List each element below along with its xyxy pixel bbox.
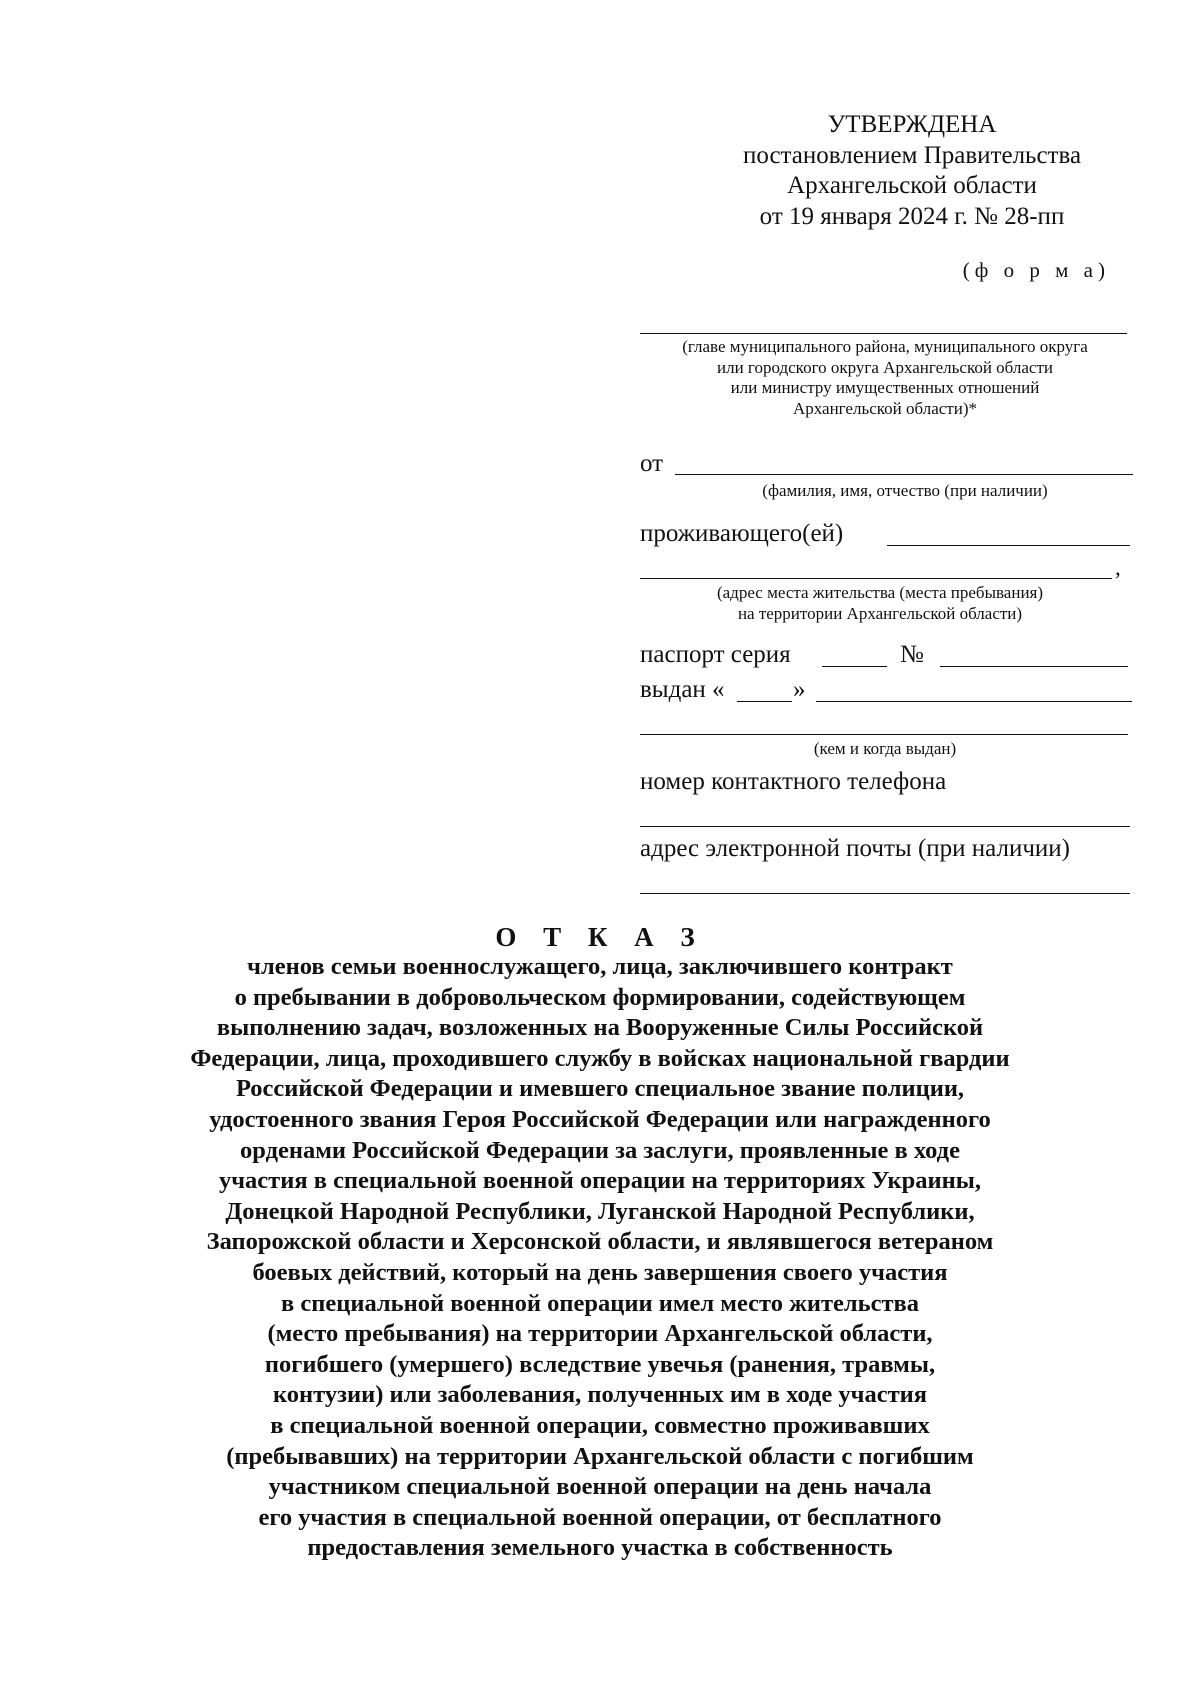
body-line: (пребывавших) на территории Архангельской области с погибшим [226,1442,974,1470]
approval-line: УТВЕРЖДЕНА [827,111,997,138]
issued-close-label: » [793,676,806,703]
recipient-fill-line[interactable] [640,333,1127,334]
caption-line: Архангельской области)* [792,398,977,418]
approval-line: Архангельской области [787,172,1037,199]
phone-label: номер контактного телефона [640,768,947,795]
body-line: Запорожской области и Херсонской области, и являвшегося ветераном [206,1228,994,1256]
approval-line: постановлением Правительства [742,141,1082,169]
address-comma: , [1115,555,1121,580]
residing-fill-line[interactable] [887,545,1130,546]
passport-series-label: паспорт серия [640,641,791,668]
body-line: Федерации, лица, проходившего службу в войсках национальной гвардии [190,1044,1010,1072]
body-line: участия в специальной военной операции на территориях Украины, [218,1167,981,1195]
body-line: участником специальной военной операции на день начала [268,1473,932,1501]
caption-line: (главе муниципального района, муниципального округа [682,337,1088,356]
body-line: в специальной военной операции имел место жительства [281,1289,919,1317]
body-line: предоставления земельного участка в собственность [307,1534,893,1562]
recipient-caption [630,337,1140,419]
residing-label: проживающего(ей) [640,520,844,547]
email-fill[interactable] [640,893,1130,894]
form-mark: (ф о р м а) [962,258,1110,282]
issued-caption: (кем и когда выдан) [813,739,957,758]
body-line: орденами Российской Федерации за заслуги, проявленные в ходе [240,1136,960,1164]
caption-line: (адрес места жительства (места пребывания) [716,583,1044,602]
body-line: (место пребывания) на территории Архангельской области, [267,1320,933,1348]
body-line: Российской Федерации и имевшего специальное звание полиции, [235,1075,965,1103]
name-caption: (фамилия, имя, отчество (при наличии) [762,481,1048,500]
issued-by-fill[interactable] [640,734,1128,735]
caption-line: на территории Архангельской области) [737,603,1023,623]
body-line: членов семьи военнослужащего, лица, заключившего контракт [247,953,953,980]
name-fill-line[interactable] [675,474,1133,475]
caption-line: или министру имущественных отношений [730,378,1040,397]
issued-open-label: выдан « [640,676,725,703]
issued-day-fill[interactable] [737,701,792,702]
issued-month-fill[interactable] [816,701,1132,702]
body-line: контузии) или заболевания, полученных им в ходе участия [273,1381,927,1409]
passport-number-label: № [900,641,924,668]
passport-series-fill[interactable] [822,666,887,667]
document-body [150,952,1050,1564]
document-title: О Т К А З [495,922,705,952]
passport-number-fill[interactable] [940,666,1128,667]
caption-line: или городского округа Архангельской области [716,357,1054,377]
approval-block [712,110,1112,232]
body-line: о пребывании в добровольческом формировании, содействующем [234,983,966,1011]
phone-fill[interactable] [640,826,1130,827]
body-line: его участия в специальной военной операции, от бесплатного [258,1503,942,1531]
address-fill-line[interactable] [640,578,1112,579]
body-line: Донецкой Народной Республики, Луганской Народной Республики, [225,1197,975,1225]
from-label: от [640,450,664,477]
body-line: выполнению задач, возложенных на Вооруженные Силы Российской [216,1014,984,1042]
body-line: погибшего (умершего) вследствие увечья (ранения, травмы, [264,1350,936,1378]
email-label: адрес электронной почты (при наличии) [640,835,1070,862]
body-line: в специальной военной операции, совместно проживавших [270,1411,930,1439]
body-line: удостоенного звания Героя Российской Федерации или награжденного [209,1105,991,1133]
address-caption [650,583,1110,624]
body-line: боевых действий, который на день завершения своего участия [252,1258,948,1286]
approval-line: от 19 января 2024 г. № 28-пп [759,202,1065,230]
